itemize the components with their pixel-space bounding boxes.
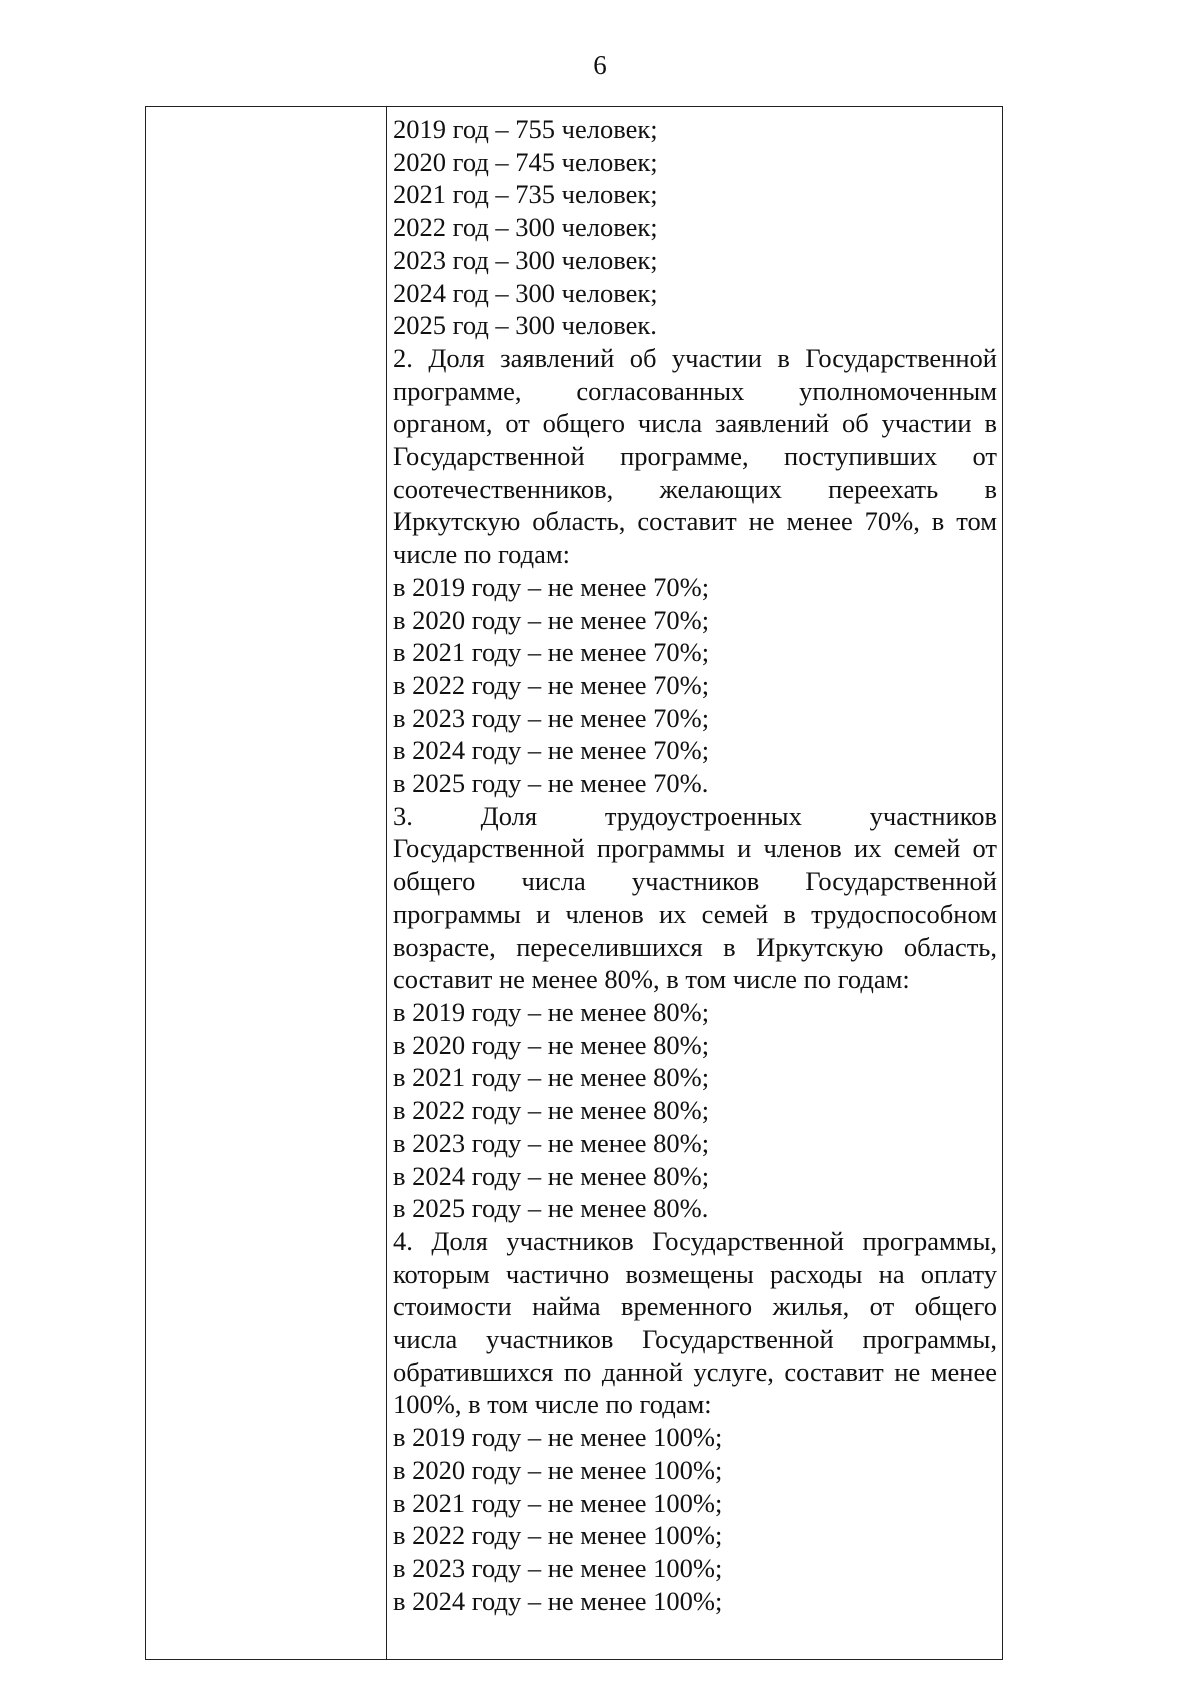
indicator-2-year-line: в 2019 году – не менее 70%; bbox=[393, 571, 710, 602]
indicator-4-year-line: в 2022 году – не менее 100%; bbox=[393, 1520, 723, 1551]
indicator-3-year-line: в 2024 году – не менее 80%; bbox=[393, 1160, 710, 1191]
indicator-2-year-line: в 2020 году – не менее 70%; bbox=[393, 604, 710, 635]
year-line: 2023 год – 300 человек; bbox=[393, 244, 658, 275]
column-divider bbox=[386, 107, 387, 1659]
indicator-3-year-line: в 2025 году – не менее 80%. bbox=[393, 1193, 709, 1224]
document-table bbox=[145, 106, 1003, 1660]
indicator-4-year-line: в 2019 году – не менее 100%; bbox=[393, 1422, 723, 1453]
year-line: 2021 год – 735 человек; bbox=[393, 179, 658, 210]
indicator-2-year-line: в 2023 году – не менее 70%; bbox=[393, 702, 710, 733]
year-line: 2022 год – 300 человек; bbox=[393, 212, 658, 243]
page-number: 6 bbox=[593, 50, 607, 80]
indicator-2-year-line: в 2021 году – не менее 70%; bbox=[393, 637, 710, 668]
indicator-4-year-line: в 2024 году – не менее 100%; bbox=[393, 1585, 723, 1616]
year-line: 2024 год – 300 человек; bbox=[393, 277, 658, 308]
indicator-4-year-line: в 2023 году – не менее 100%; bbox=[393, 1552, 723, 1583]
indicator-4-year-line: в 2021 году – не менее 100%; bbox=[393, 1487, 723, 1518]
indicator-2-year-line: в 2025 году – не менее 70%. bbox=[393, 768, 709, 799]
indicator-3-year-line: в 2021 году – не менее 80%; bbox=[393, 1062, 710, 1093]
indicator-3-paragraph: 3. Доля трудоустроенных участников Государственной программы и членов их семей от общего числа участников Государственной программы и членов их семей в трудоспособном возрасте, переселившихся в Иркутскую область, составит не менее 80%, в том числе по годам: bbox=[393, 800, 997, 995]
indicator-2-year-line: в 2024 году – не менее 70%; bbox=[393, 735, 710, 766]
indicator-3-year-line: в 2022 году – не менее 80%; bbox=[393, 1095, 710, 1126]
indicator-2-paragraph: 2. Доля заявлений об участии в Государственной программе, согласованных уполномоченным органом, от общего числа заявлений об участии в Государственной программе, поступивших от соотечественников, желающих переехать в Иркутскую область, составит не менее 70%, в том числе по годам: bbox=[393, 342, 997, 570]
indicator-3-year-line: в 2019 году – не менее 80%; bbox=[393, 996, 710, 1027]
year-line: 2019 год – 755 человек; bbox=[393, 114, 658, 144]
table-left-cell bbox=[146, 107, 386, 1659]
indicator-4-year-line: в 2020 году – не менее 100%; bbox=[393, 1454, 723, 1485]
year-line: 2025 год – 300 человек. bbox=[393, 310, 657, 341]
year-line: 2020 год – 745 человек; bbox=[393, 146, 658, 177]
indicator-4-paragraph: 4. Доля участников Государственной программы, которым частично возмещены расходы на оплату стоимости найма временного жилья, от общего числа участников Государственной программы, обратившихся по данной услуге, составит не менее 100%, в том числе по годам: bbox=[393, 1225, 997, 1420]
indicator-3-year-line: в 2020 году – не менее 80%; bbox=[393, 1029, 710, 1060]
indicator-2-year-line: в 2022 году – не менее 70%; bbox=[393, 669, 710, 700]
indicator-3-year-line: в 2023 году – не менее 80%; bbox=[393, 1127, 710, 1158]
table-right-cell bbox=[393, 113, 997, 1617]
